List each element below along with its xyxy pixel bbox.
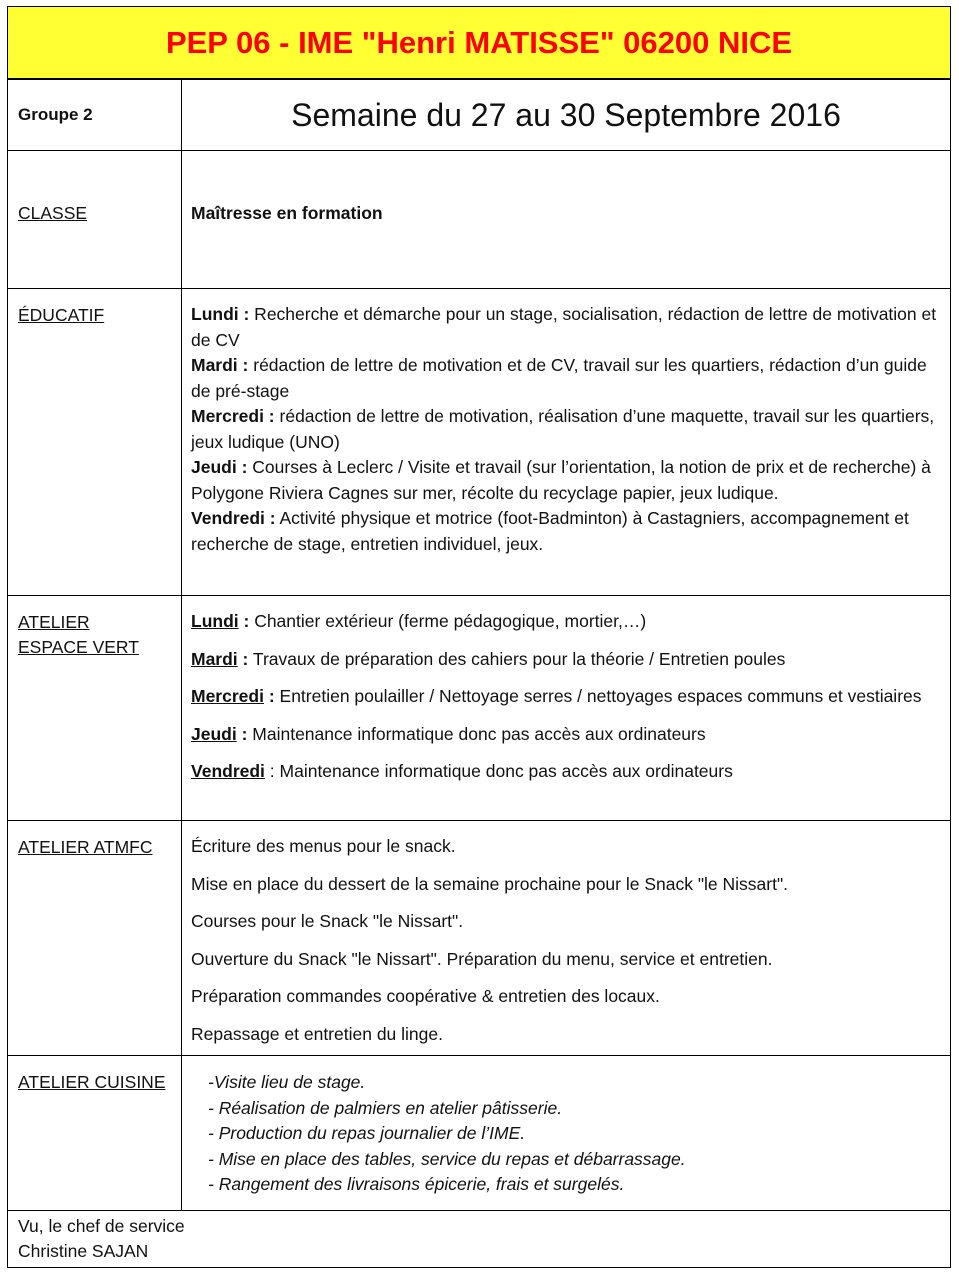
espace-vert-day: Lundi : Chantier extérieur (ferme pédagogique, mortier,…) — [191, 611, 647, 631]
atmfc-line: Repassage et entretien du linge. — [191, 1023, 443, 1044]
espace-vert-day: Mardi : Travaux de préparation des cahiers pour la théorie / Entretien poules — [191, 648, 786, 669]
espace-vert-day: Mercredi : Entretien poulailler / Nettoyage serres / nettoyages espaces communs et vestiaires — [191, 686, 922, 706]
cuisine-line: - Rangement des livraisons épicerie, frais et surgelés. — [208, 1174, 625, 1194]
educatif-label: ÉDUCATIF — [18, 305, 105, 325]
educatif-day: Mardi : rédaction de lettre de motivation et de CV, travail sur les quartiers, rédaction d’un guide de pré-stage — [191, 355, 927, 401]
atmfc-line: Ouverture du Snack "le Nissart". Préparation du menu, service et entretien. — [191, 948, 773, 969]
cuisine-line: - Production du repas journalier de l’IME. — [208, 1123, 526, 1143]
week-title: Semaine du 27 au 30 Septembre 2016 — [182, 80, 951, 151]
espace-vert-row — [8, 596, 951, 821]
educatif-row — [8, 289, 951, 596]
signature-name: Christine SAJAN — [18, 1241, 149, 1261]
espace-vert-label-1: ATELIER — [18, 612, 90, 632]
atmfc-label: ATELIER ATMFC — [18, 837, 153, 857]
educatif-day: Jeudi : Courses à Leclerc / Visite et travail (sur l’orientation, la notion de prix et de recherche) à Polygone Riviera Cagnes sur mer, récolte du recyclage papier, jeux ludique. — [191, 457, 931, 503]
atmfc-line: Préparation commandes coopérative & entretien des locaux. — [191, 986, 660, 1006]
cuisine-line: - Mise en place des tables, service du repas et débarrassage. — [208, 1148, 686, 1169]
classe-row — [8, 151, 951, 289]
weekly-schedule-table — [7, 79, 951, 1268]
footer-row — [8, 1211, 951, 1268]
educatif-day: Lundi : Recherche et démarche pour un stage, socialisation, rédaction de lettre de motivation et de CV — [191, 304, 937, 350]
schedule-sheet — [7, 6, 951, 1268]
educatif-day: Vendredi : Activité physique et motrice (foot-Badminton) à Castagniers, accompagnement et recherche de stage, entretien individuel, jeux. — [191, 508, 909, 554]
cuisine-line: -Visite lieu de stage. — [208, 1072, 366, 1092]
espace-vert-day: Jeudi : Maintenance informatique donc pas accès aux ordinateurs — [191, 723, 706, 744]
group-label: Groupe 2 — [8, 80, 182, 151]
classe-label: CLASSE — [18, 203, 88, 223]
cuisine-line: - Réalisation de palmiers en atelier pâtisserie. — [208, 1097, 563, 1118]
cuisine-row — [8, 1056, 951, 1211]
educatif-day: Mercredi : rédaction de lettre de motivation, réalisation d’une maquette, travail sur les quartiers, jeux ludique (UNO) — [191, 406, 935, 452]
institution-banner: PEP 06 - IME "Henri MATISSE" 06200 NICE — [7, 6, 951, 79]
cuisine-label: ATELIER CUISINE — [18, 1072, 166, 1092]
espace-vert-day: Vendredi : Maintenance informatique donc pas accès aux ordinateurs — [191, 761, 733, 781]
atmfc-line: Courses pour le Snack "le Nissart". — [191, 911, 464, 931]
espace-vert-label-2: ESPACE VERT — [18, 637, 139, 657]
atmfc-line: Écriture des menus pour le snack. — [191, 836, 456, 856]
signature-block — [8, 1211, 951, 1268]
atmfc-row — [8, 821, 951, 1056]
header-row — [8, 80, 951, 151]
signature-role: Vu, le chef de service — [18, 1216, 185, 1236]
atmfc-line: Mise en place du dessert de la semaine prochaine pour le Snack "le Nissart". — [191, 873, 789, 894]
classe-text: Maîtresse en formation — [191, 203, 383, 223]
